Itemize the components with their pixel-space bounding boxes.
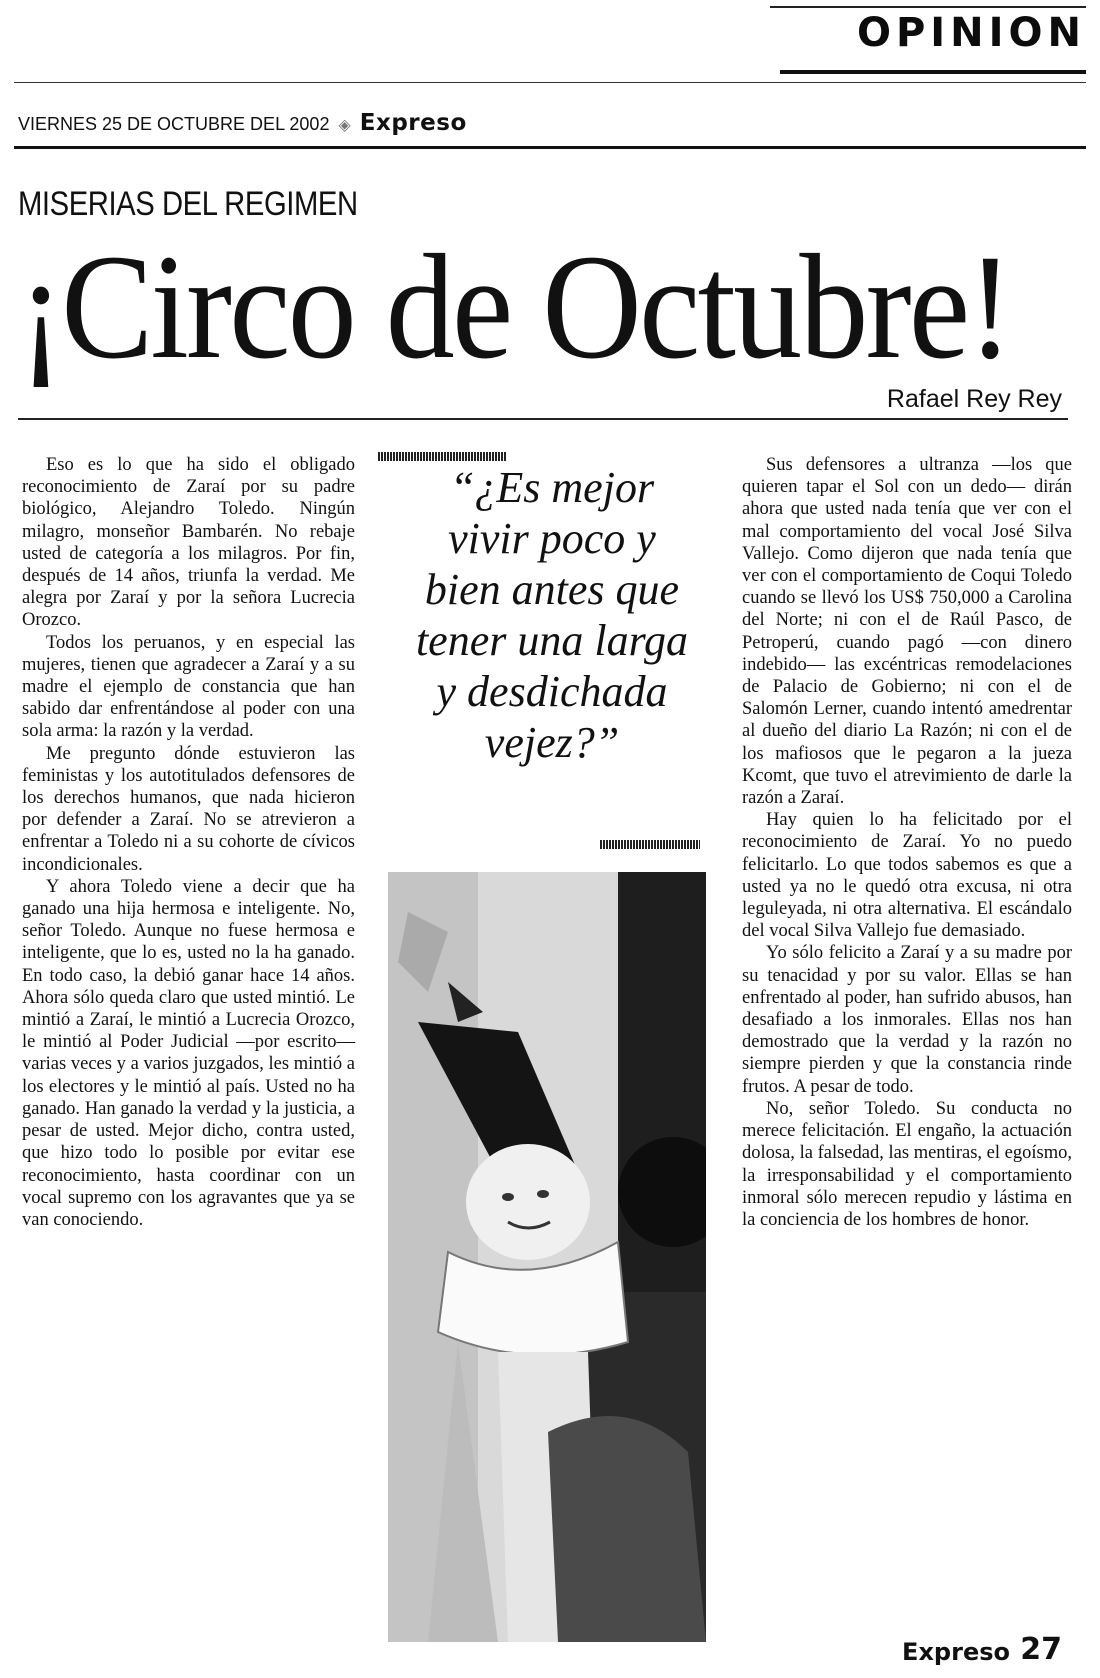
paragraph: Sus defensores a ultranza —los que quieren tapar el Sol con un dedo— dirán ahora que usted nada tenía que ver con el mal comportamiento del vocal José Silva Vallejo. Como dijeron que nada tenía que ver con el comportamiento de Coqui Toledo cuando se llevó los US$ 750,000 a Carolina del Norte; ni con el de Raúl Pasco, de Petroperú, cuando pagó —con dinero indebido— las excéntricas remodelaciones de Palacio de Gobierno; ni con el de Salomón Lerner, cuando intentó amedrentar al dueño del diario La Razón; ni con el de los mafiosos que le pegaron a la jueza Kcomt, que tuvo el atrevimiento de darle la razón a Zaraí. (742, 455, 1072, 809)
paragraph: Hay quien lo ha felicitado por el reconocimiento de Zaraí. Yo no puedo felicitarlo. Lo que todos sabemos es que a usted ya no le quedó otra excusa, ni otra leguleyada, ni otra alternativa. El escándalo del vocal Silva Vallejo fue demasiado. (742, 810, 1072, 942)
quote-top-bar (378, 452, 506, 461)
paragraph: Me pregunto dónde estuvieron las feministas y los autotitulados defensores de los derechos humanos, que nada hicieron por defender a Zaraí. No se atrevieron a enfrentar a Toledo ni a su cohorte de cívicos incondicionales. (22, 743, 355, 875)
section-underline (780, 70, 1086, 74)
masthead-brand: Expreso (359, 110, 467, 136)
dateline (18, 110, 467, 136)
pull-quote: “¿Es mejor vivir poco y bien antes que tener una larga y desdichada vejez?” (415, 463, 689, 767)
section-label: OPINION (856, 10, 1086, 56)
top-rule (770, 6, 1086, 8)
header-rule (14, 82, 1086, 83)
paragraph: No, señor Toledo. Su conducta no merece felicitación. El engaño, la actuación dolosa, la falsedad, las mentiras, el egoísmo, la irresponsabilidad y el comportamiento inmoral sólo merecen repudio y lástima en la conciencia de los hombres de honor. (742, 1098, 1072, 1230)
paragraph: Todos los peruanos, y en especial las mujeres, tienen que agradecer a Zaraí y a su madre el ejemplo de constancia que han sabido dar enfrentándose al poder con una sola arma: la razón y la verdad. (22, 632, 355, 742)
byline-rule (18, 418, 1068, 420)
right-column (742, 454, 1072, 1231)
byline: Rafael Rey Rey (886, 385, 1062, 413)
diamond-icon: ◈ (338, 117, 351, 134)
page-number: 27 (1020, 1632, 1062, 1667)
kicker: MISERIAS DEL REGIMEN (18, 185, 358, 223)
paragraph: Y ahora Toledo viene a decir que ha ganado una hija hermosa e inteligente. No, señor Toledo. Aunque no fuese hermosa e inteligente, que lo es, usted no la ha ganado. En todo caso, la debió ganar hace 14 años. Ahora sólo queda claro que usted mintió. Le mintió a Zaraí, le mintió a Lucrecia Orozco, le mintió al Poder Judicial —por escrito— varias veces y a varios juzgados, les mintió a los electores y le mintió al país. Usted no ha ganado. Han ganado la verdad y la justicia, a pesar de usted. Mejor dicho, contra usted, que hizo todo lo posible por evitar ese reconocimiento, hasta coordinar con un vocal supremo con los agravantes que ya se van conociendo. (22, 876, 355, 1230)
paragraph: Yo sólo felicito a Zaraí y a su madre por su tenacidad y por su valor. Ellas se han enfrentado al poder, han sufrido abusos, han desafiado a los inmorales. Ellas nos han demostrado que la verdad y la razón no siempre pierden y que la constancia rinde frutos. A pesar de todo. (742, 943, 1072, 1097)
clown-photo (388, 872, 706, 1642)
headline: ¡Circo de Octubre! (18, 224, 1011, 390)
dateline-rule (14, 146, 1086, 149)
left-column (22, 454, 355, 1231)
paragraph: Eso es lo que ha sido el obligado reconocimiento de Zaraí por su padre biológico, Alejandro Toledo. Ningún milagro, monseñor Bambarén. No rebaje usted de categoría a los milagros. Por fin, después de 14 años, triunfa la verdad. Me alegra por Zaraí y por la señora Lucrecia Orozco. (22, 455, 355, 631)
quote-bottom-bar (600, 840, 700, 849)
clown-photo-illustration (388, 872, 706, 1642)
footer-brand: Expreso (902, 1638, 1010, 1666)
date-text: VIERNES 25 DE OCTUBRE DEL 2002 (18, 114, 330, 134)
